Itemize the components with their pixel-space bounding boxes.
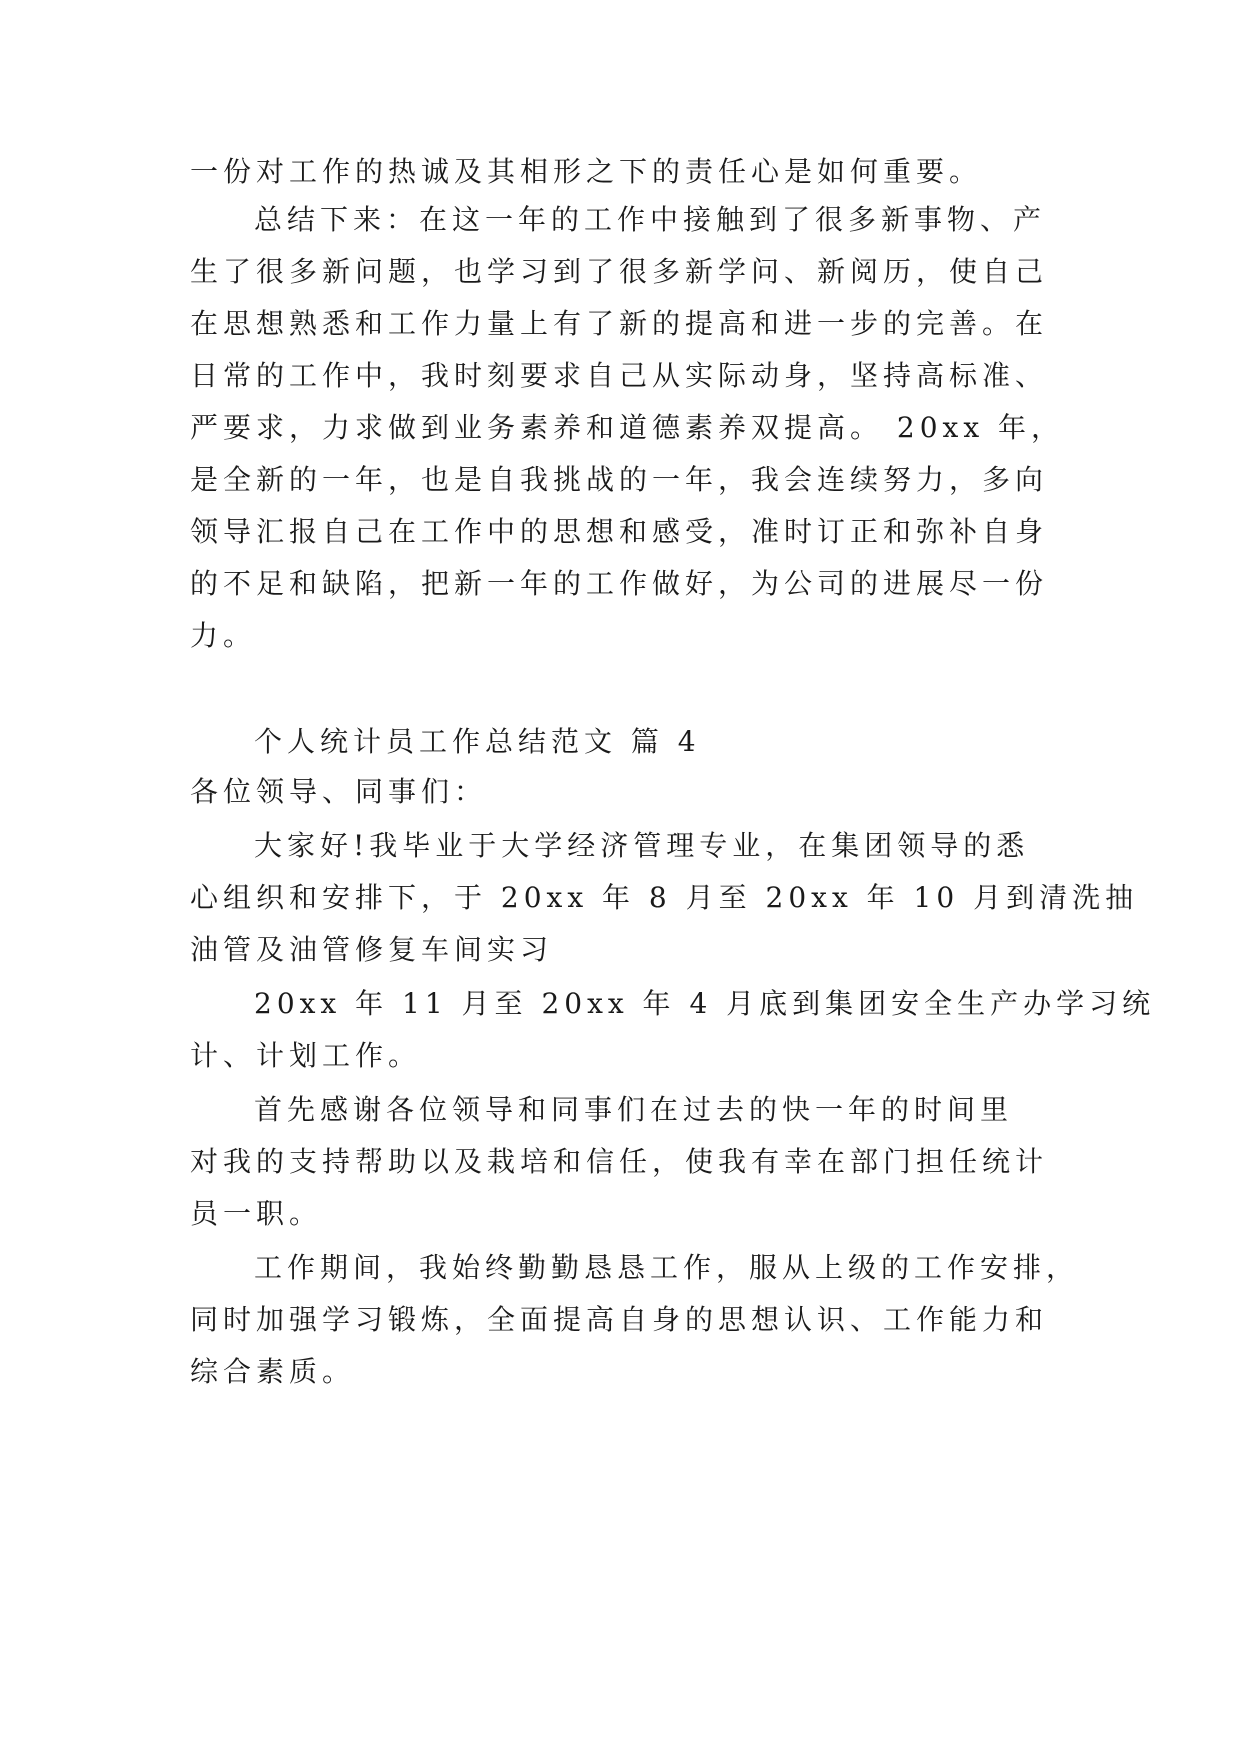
text-line: 同时加强学习锻炼，全面提高自身的思想认识、工作能力和 xyxy=(190,1303,1049,1336)
text-line: 计、计划工作。 xyxy=(190,1039,422,1072)
paragraph-start: 首先感谢各位领导和同事们在过去的快一年的时间里 xyxy=(254,1093,1014,1126)
paragraph-start: 20xx 年 11 月至 20xx 年 4 月底到集团安全生产办学习统 xyxy=(254,987,1156,1020)
text-line: 综合素质。 xyxy=(190,1355,356,1388)
text-line: 对我的支持帮助以及栽培和信任，使我有幸在部门担任统计 xyxy=(190,1145,1049,1178)
text-line: 是全新的一年，也是自我挑战的一年，我会连续努力，多向 xyxy=(190,463,1049,496)
salutation: 各位领导、同事们： xyxy=(190,775,488,808)
paragraph-start: 总结下来：在这一年的工作中接触到了很多新事物、产 xyxy=(254,203,1047,236)
text-line: 心组织和安排下，于 20xx 年 8 月至 20xx 年 10 月到清洗抽 xyxy=(190,881,1139,914)
paragraph-start: 工作期间，我始终勤勤恳恳工作，服从上级的工作安排， xyxy=(254,1251,1080,1284)
text-line: 领导汇报自己在工作中的思想和感受，准时订正和弥补自身 xyxy=(190,515,1049,548)
text-line: 员一职。 xyxy=(190,1197,323,1230)
text-line: 油管及油管修复车间实习 xyxy=(190,933,554,966)
text-line: 一份对工作的热诚及其相形之下的责任心是如何重要。 xyxy=(190,155,983,188)
text-line: 生了很多新问题，也学习到了很多新学问、新阅历，使自己 xyxy=(190,255,1049,288)
text-line: 力。 xyxy=(190,619,257,652)
text-line: 严要求，力求做到业务素养和道德素养双提高。 20xx 年， xyxy=(190,411,1065,444)
paragraph-start: 大家好!我毕业于大学经济管理专业，在集团领导的悉 xyxy=(254,829,1030,862)
text-line: 在思想熟悉和工作力量上有了新的提高和进一步的完善。在 xyxy=(190,307,1049,340)
text-line: 的不足和缺陷，把新一年的工作做好，为公司的进展尽一份 xyxy=(190,567,1049,600)
section-heading: 个人统计员工作总结范文 篇 4 xyxy=(254,725,701,758)
text-line: 日常的工作中，我时刻要求自己从实际动身，坚持高标准、 xyxy=(190,359,1049,392)
